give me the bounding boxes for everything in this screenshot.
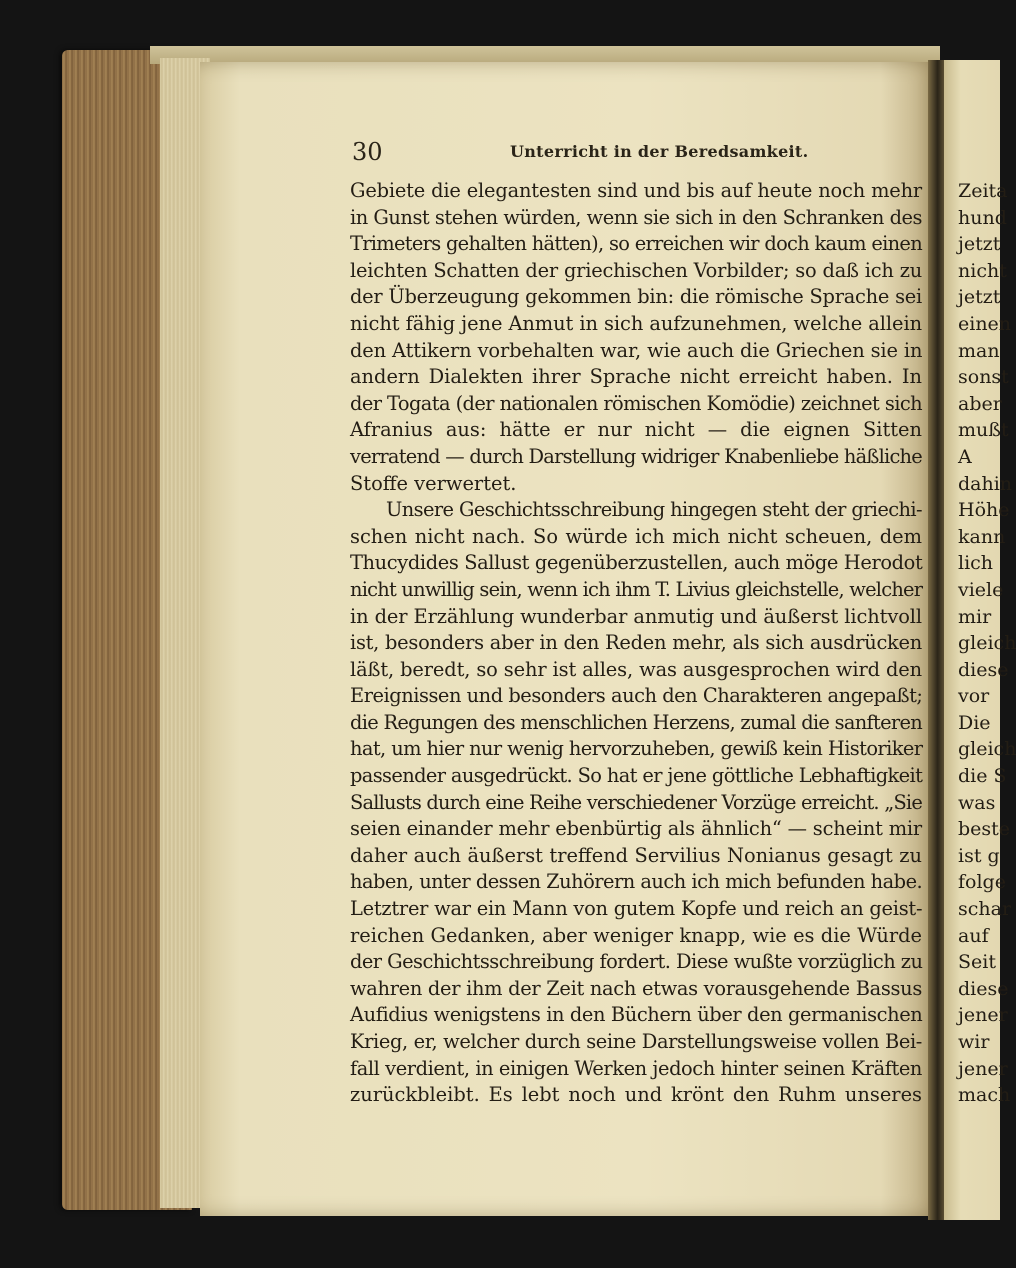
facing-fragment: was: [958, 791, 996, 814]
text-line: Afranius aus: hätte er nur nicht — die eignen Sitten: [350, 418, 922, 442]
facing-fragment: folge: [958, 871, 1006, 894]
text-line: daher auch äußerst treffend Servilius Nonianus gesagt zu: [350, 843, 922, 867]
text-line: reichen Gedanken, aber weniger knapp, wie es die Würde: [350, 923, 922, 947]
text-line: läßt, beredt, so sehr ist alles, was ausgesprochen wird den: [350, 657, 922, 681]
facing-fragment: gleich: [958, 738, 1016, 761]
text-line: Thucydides Sallust gegenüberzustellen, auch möge Herodot: [350, 551, 923, 575]
body-text: [350, 178, 922, 1109]
text-line: Krieg, er, welcher durch seine Darstellungsweise vollen Bei-: [350, 1030, 922, 1053]
text-line: nicht fähig jene Anmut in sich aufzunehmen, welche allein: [350, 311, 922, 335]
facing-fragment: mach: [958, 1084, 1011, 1107]
facing-fragment: jener: [958, 1057, 1008, 1080]
text-line: ist, besonders aber in den Reden mehr, als sich ausdrücken: [350, 631, 922, 655]
text-line: in Gunst stehen würden, wenn sie sich in den Schranken des: [350, 205, 922, 229]
facing-fragment: nicht: [958, 259, 1007, 282]
facing-fragment: diese: [958, 977, 1009, 1000]
text-line: hat, um hier nur wenig hervorzuheben, gewiß kein Historiker: [350, 737, 923, 761]
running-head: Unterricht in der Beredsamkeit.: [510, 142, 809, 161]
facing-fragment: hund: [958, 206, 1007, 229]
facing-fragment: kann: [958, 525, 1006, 548]
facing-page-text: [958, 178, 1016, 1109]
text-line: Trimeters gehalten hätten), so erreichen wir doch kaum einen: [350, 232, 922, 256]
text-line: Letztrer war ein Mann von gutem Kopfe und reich an geist-: [350, 897, 923, 921]
text-line: andern Dialekten ihrer Sprache nicht erreicht haben. In: [350, 365, 922, 389]
facing-fragment: schar: [958, 898, 1012, 921]
facing-fragment: Die: [958, 711, 991, 734]
facing-fragment: dahin: [958, 472, 1013, 495]
text-line: Ereignissen und besonders auch den Charakteren angepaßt;: [350, 684, 923, 708]
facing-fragment: die S: [958, 765, 1007, 788]
facing-fragment: man: [958, 339, 1000, 362]
text-line: wahren der ihm der Zeit nach etwas vorausgehende Bassus: [350, 976, 922, 1000]
facing-fragment: mußt: [958, 419, 1009, 442]
text-line: der Togata (der nationalen römischen Komödie) zeichnet sich: [350, 391, 923, 415]
facing-fragment: ist g: [958, 844, 1000, 867]
text-line: der Geschichtsschreibung fordert. Diese wußte vorzüglich zu: [350, 950, 923, 974]
facing-fragment: mir: [958, 605, 992, 628]
text-line: haben, unter dessen Zuhörern auch ich mich befunden habe.: [350, 870, 923, 894]
facing-fragment: Seit: [958, 951, 996, 974]
book-gutter: [928, 60, 944, 1220]
page-number: 30: [352, 138, 383, 166]
facing-fragment: einen: [958, 312, 1012, 335]
facing-fragment: Höhe: [958, 499, 1010, 522]
text-line: fall verdient, in einigen Werken jedoch hinter seinen Kräften: [350, 1056, 922, 1080]
text-line: Sallusts durch eine Reihe verschiedener Vorzüge erreicht. „Sie: [350, 790, 922, 814]
text-line: Gebiete die elegantesten sind und bis auf heute noch mehr: [350, 179, 922, 202]
text-line: zurückbleibt. Es lebt noch und krönt den Ruhm unseres: [350, 1083, 922, 1107]
facing-fragment: diese: [958, 658, 1009, 681]
facing-fragment: wir: [958, 1031, 990, 1053]
facing-fragment: lich: [958, 552, 994, 575]
text-line: die Regungen des menschlichen Herzens, zumal die sanfteren: [350, 710, 922, 734]
facing-fragment: auf: [958, 924, 989, 947]
facing-fragment: jener: [958, 1004, 1008, 1027]
text-line: seien einander mehr ebenbürtig als ähnlich“ — scheint mir: [350, 817, 922, 841]
facing-page: [944, 60, 1016, 1220]
facing-fragment: Zeita: [958, 180, 1008, 202]
text-line: verratend — durch Darstellung widriger Knabenliebe häßliche: [350, 444, 922, 468]
text-line: der Überzeugung gekommen bin: die römische Sprache sei: [350, 285, 922, 309]
facing-fragment: beste: [958, 818, 1011, 841]
facing-fragment: sonst: [958, 366, 1009, 389]
text-line: Stoffe verwertet.: [350, 471, 517, 495]
text-line: den Attikern vorbehalten war, wie auch die Griechen sie in: [350, 338, 923, 362]
text-line: Unsere Geschichtsschreibung hingegen steht der griechi-: [386, 498, 922, 522]
facing-fragment: jetzt: [958, 233, 1001, 256]
facing-fragment: gleich: [958, 632, 1016, 655]
facing-fragment: aber: [958, 392, 1002, 415]
text-line: nicht unwillig sein, wenn ich ihm T. Livius gleichstelle, welcher: [350, 577, 923, 601]
facing-fragment: jetzt: [958, 286, 1001, 309]
facing-fragment: vor: [958, 685, 990, 708]
text-line: passender ausgedrückt. So hat er jene göttliche Lebhaftigkeit: [350, 764, 923, 788]
facing-fragment: A: [958, 445, 972, 468]
text-line: leichten Schatten der griechischen Vorbilder; so daß ich zu: [350, 258, 922, 282]
text-line: in der Erzählung wunderbar anmutig und äußerst lichtvoll: [350, 604, 923, 628]
text-line: schen nicht nach. So würde ich mich nicht scheuen, dem: [350, 524, 922, 548]
text-line: Aufidius wenigstens in den Büchern über den germanischen: [350, 1003, 923, 1027]
facing-fragment: viele: [958, 578, 1004, 601]
